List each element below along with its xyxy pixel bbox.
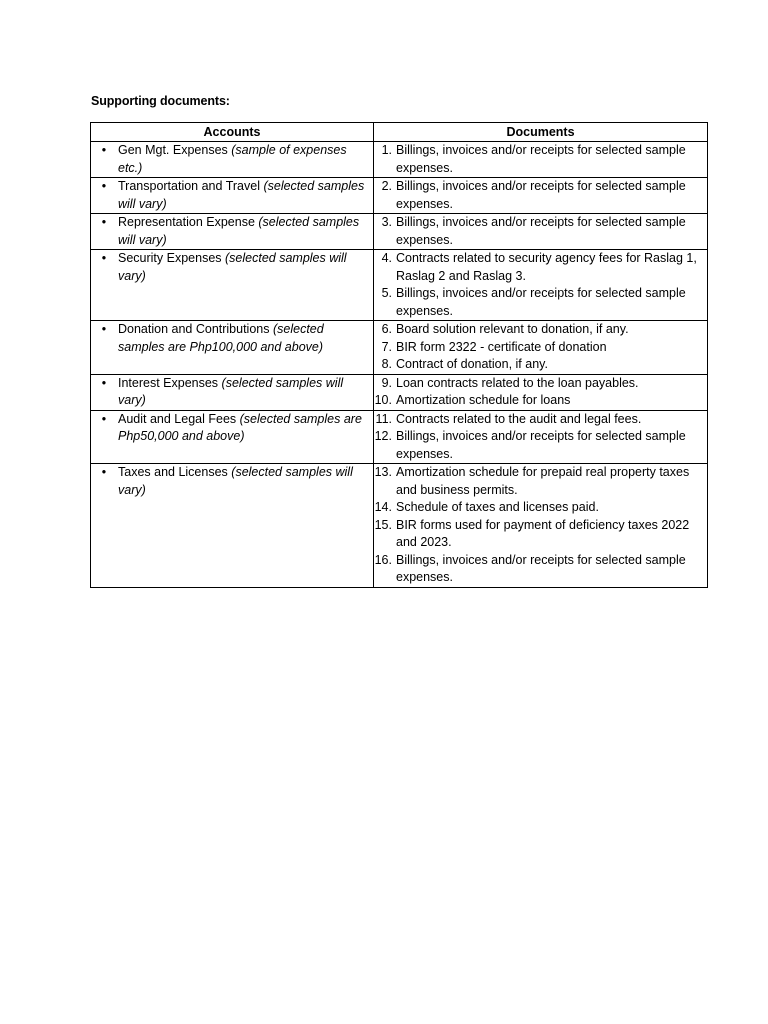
document-number: 5.	[381, 286, 392, 300]
document-list-item	[374, 142, 707, 177]
document-text: Billings, invoices and/or receipts for selected sample expenses.	[396, 215, 686, 247]
document-list-item	[374, 499, 707, 517]
document-text: Contracts related to security agency fees for Raslag 1, Raslag 2 and Raslag 3.	[396, 251, 697, 283]
documents-cell	[374, 178, 708, 214]
document-list-item	[374, 339, 707, 357]
document-text: BIR forms used for payment of deficiency taxes 2022 and 2023.	[396, 517, 690, 549]
document-text: Amortization schedule for loans	[396, 393, 571, 407]
document-text: Amortization schedule for prepaid real property taxes and business permits.	[396, 465, 690, 497]
document-text: Loan contracts related to the loan payables.	[396, 375, 639, 390]
supporting-documents-table	[90, 122, 708, 588]
document-number: 4.	[381, 251, 392, 265]
table-row	[91, 321, 708, 375]
document-text: Contract of donation, if any.	[396, 357, 548, 371]
bullet-icon: •	[101, 375, 107, 390]
account-note: (selected samples will vary)	[118, 251, 347, 283]
document-text: Board solution relevant to donation, if any.	[396, 322, 629, 336]
document-number: 3.	[381, 215, 392, 229]
document-list-item	[374, 285, 707, 320]
account-name: Audit and Legal Fees	[118, 411, 237, 426]
document-number: 6.	[381, 322, 392, 336]
document-number: 9.	[381, 375, 392, 390]
bullet-icon: •	[101, 411, 107, 426]
account-note: (sample of expenses etc.)	[118, 143, 347, 175]
document-list-item	[374, 552, 707, 587]
document-text: Billings, invoices and/or receipts for selected sample expenses.	[396, 143, 686, 175]
document-text: Contracts related to the audit and legal fees.	[396, 411, 642, 426]
document-number: 7.	[381, 339, 392, 354]
document-list-item	[374, 392, 707, 410]
document-number: 16.	[374, 552, 392, 567]
table-row	[91, 250, 708, 321]
account-cell	[91, 374, 374, 410]
account-note: (selected samples will vary)	[118, 215, 360, 247]
document-number: 10.	[374, 393, 392, 407]
document-number: 13.	[374, 465, 392, 479]
documents-cell	[374, 250, 708, 321]
document-list-item	[374, 356, 707, 374]
bullet-icon: •	[101, 251, 107, 265]
bullet-icon: •	[101, 465, 107, 479]
account-cell	[91, 410, 374, 464]
document-text: Billings, invoices and/or receipts for selected sample expenses.	[396, 286, 686, 318]
account-name: Taxes and Licenses	[118, 465, 228, 479]
documents-cell	[374, 410, 708, 464]
account-note: (selected samples are Php50,000 and above)	[118, 411, 362, 443]
account-name: Transportation and Travel	[118, 179, 260, 193]
account-cell	[91, 464, 374, 588]
account-note: (selected samples will vary)	[118, 179, 365, 211]
account-cell	[91, 214, 374, 250]
documents-column-header: Documents	[374, 123, 708, 142]
document-list-item	[374, 517, 707, 552]
table-header-row	[91, 123, 708, 142]
document-list-item	[374, 178, 707, 213]
account-name: Representation Expense	[118, 215, 255, 229]
document-text: Billings, invoices and/or receipts for selected sample expenses.	[396, 552, 686, 584]
documents-cell	[374, 321, 708, 375]
account-cell	[91, 250, 374, 321]
document-number: 15.	[374, 517, 392, 532]
account-cell	[91, 321, 374, 375]
account-note: (selected samples will vary)	[118, 375, 344, 407]
bullet-icon: •	[101, 215, 107, 229]
bullet-icon: •	[101, 179, 107, 193]
document-number: 2.	[381, 179, 392, 193]
document-number: 1.	[381, 143, 392, 157]
document-number: 14.	[374, 500, 392, 514]
document-text: Schedule of taxes and licenses paid.	[396, 500, 599, 514]
account-name: Gen Mgt. Expenses	[118, 143, 228, 157]
table-row	[91, 142, 708, 178]
table-row	[91, 214, 708, 250]
table-row	[91, 464, 708, 588]
bullet-icon: •	[101, 322, 107, 336]
document-text: Billings, invoices and/or receipts for selected sample expenses.	[396, 179, 686, 211]
account-name: Interest Expenses	[118, 375, 219, 390]
account-cell	[91, 142, 374, 178]
account-name: Donation and Contributions	[118, 322, 270, 336]
table-row	[91, 410, 708, 464]
accounts-column-header: Accounts	[91, 123, 374, 142]
documents-cell	[374, 464, 708, 588]
page-heading: Supporting documents:	[91, 94, 230, 108]
account-note: (selected samples are Php100,000 and above)	[118, 322, 324, 354]
account-cell	[91, 178, 374, 214]
documents-cell	[374, 142, 708, 178]
table-row	[91, 178, 708, 214]
account-note: (selected samples will vary)	[118, 465, 353, 497]
documents-cell	[374, 374, 708, 410]
documents-cell	[374, 214, 708, 250]
document-number: 8.	[381, 357, 392, 371]
document-list-item	[374, 428, 707, 463]
document-number: 11.	[375, 411, 392, 426]
document-list-item	[374, 321, 707, 339]
document-text: BIR form 2322 - certificate of donation	[396, 339, 607, 354]
account-name: Security Expenses	[118, 251, 222, 265]
document-list-item	[374, 375, 707, 393]
table-row	[91, 374, 708, 410]
document-list-item	[374, 464, 707, 499]
table-body	[91, 142, 708, 588]
bullet-icon: •	[101, 143, 107, 157]
document-list-item	[374, 411, 707, 429]
document-number: 12.	[374, 429, 392, 443]
document-text: Billings, invoices and/or receipts for selected sample expenses.	[396, 429, 686, 461]
document-list-item	[374, 250, 707, 285]
document-list-item	[374, 214, 707, 249]
